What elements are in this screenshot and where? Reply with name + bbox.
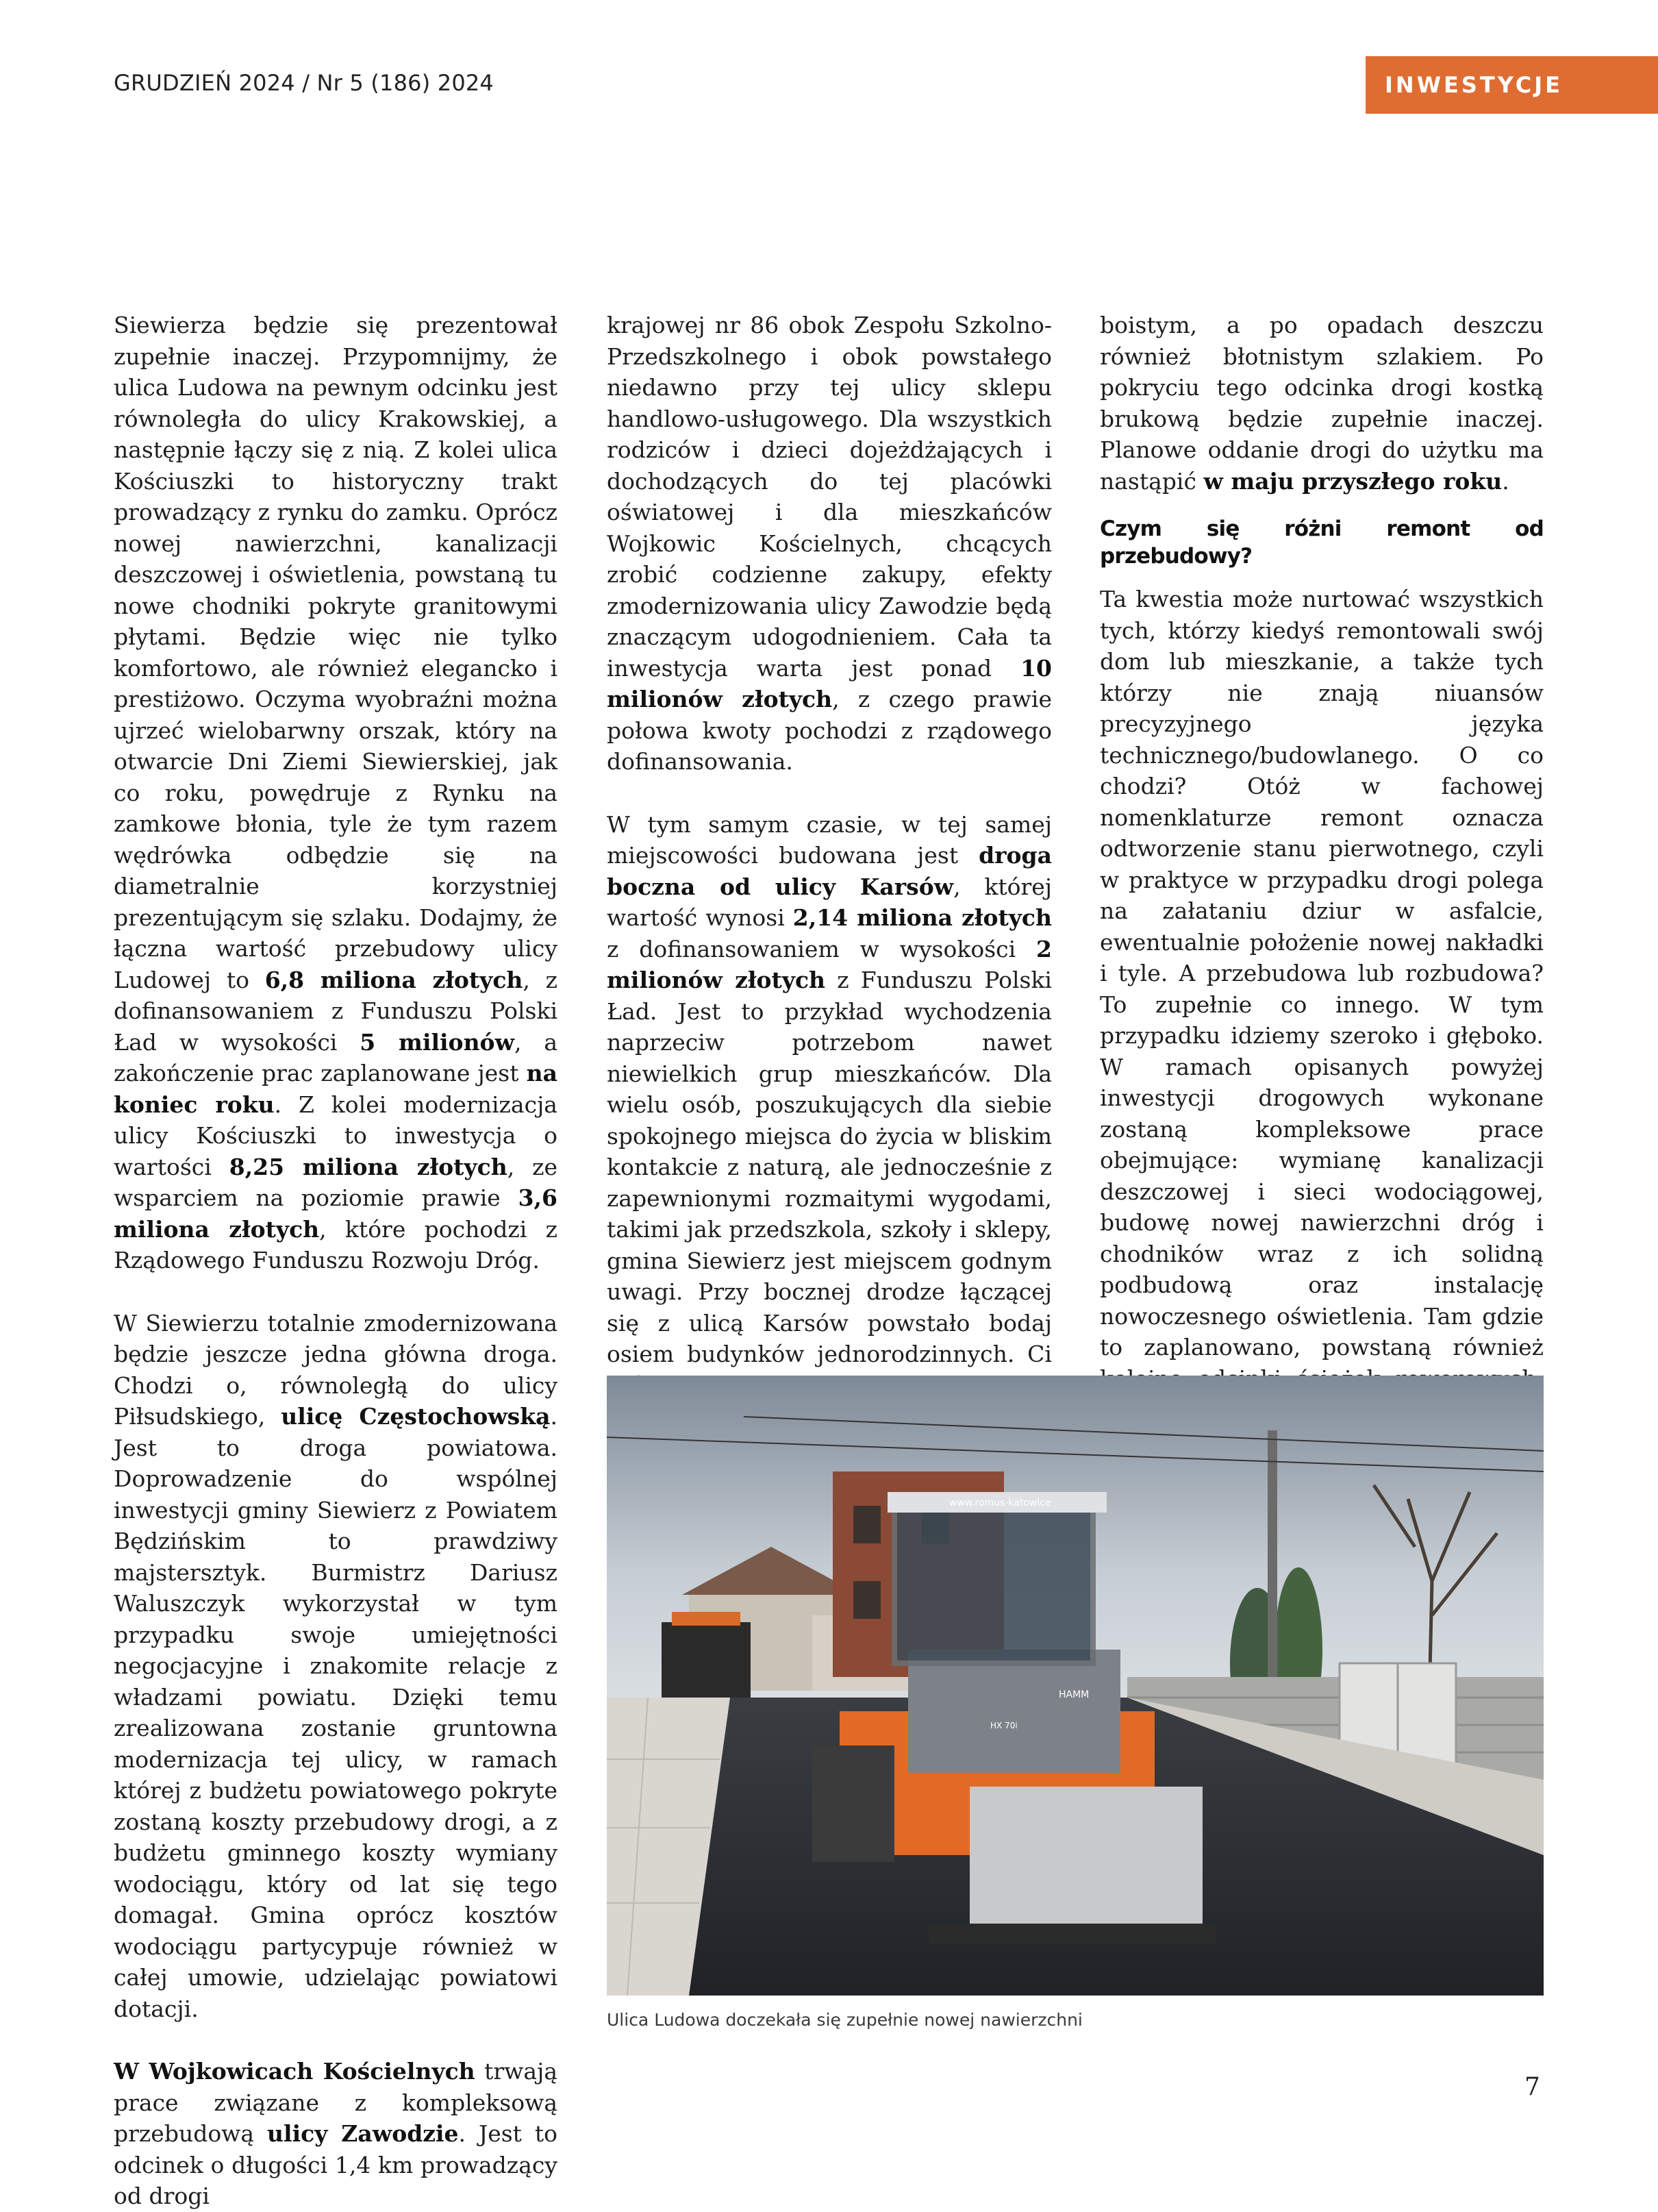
bold-phrase: 6,8 miliona złotych bbox=[264, 966, 523, 993]
bold-phrase: 8,25 miliona złotych bbox=[229, 1153, 507, 1180]
bold-phrase: W Wojkowicach Kościelnych bbox=[114, 2058, 475, 2085]
paragraph: Siewierza będzie się prezentował zupełnie inaczej. Przypomnijmy, że ulica Ludowa na pewnym odcinku jest równoległa do ulicy Krakowskiej, a następnie łączy się z nią. Z kolei ulica Kościuszki to historyczny trakt prowadzący z rynku do zamku. Oprócz nowej nawierzchni, kanalizacji deszczowej i oświetlenia, powstaną tu nowe chodniki pokryte granitowymi płytami. Będzie więc nie tylko komfortowo, ale również elegancko i prestiżowo. Oczyma wyobraźni można ujrzeć wielobarwny orszak, który na otwarcie Dni Ziemi Siewierskiej, jak co roku, powędruje z Rynku na zamkowe błonia, tyle że tym razem wędrówka odbędzie się na diametralnie korzystniej prezentującym się szlaku. Dodajmy, że łączna wartość przebudowy ulicy Ludowej to 6,8 miliona złotych, z dofinansowaniem z Funduszu Polski Ład w wysokości 5 milionów, a zakończenie prac zaplanowane jest na koniec roku. Z kolei modernizacja ulicy Kościuszki to inwestycja o wartości 8,25 miliona złotych, ze wsparciem na poziomie prawie 3,6 miliona złotych, które pochodzi z Rządowego Funduszu Rozwoju Dróg. bbox=[114, 312, 558, 1273]
paragraph: Ta kwestia może nurtować wszystkich tych, którzy kiedyś remontowali swój dom lub mieszkanie, a także tych którzy nie znają niuansów precyzyjnego języka technicznego/budowlanego. O co chodzi? Otóż w fachowej nomenklaturze remont oznacza odtworzenie stanu pierwotnego, czyli w praktyce w przypadku drogi polega na załataniu dziur w asfalcie, ewentualnie położenie nowej nakładki i tyle. A przebudowa lub rozbudowa? To zupełnie co innego. W tym przypadku idziemy szeroko i głęboko. W ramach opisanych powyżej inwestycji drogowych wykonane zostaną kompleksowe prace obejmujące: wymianę kanalizacji deszczowej i sieci wodociągowej, budowę nowej nawierzchni dróg i chodników wraz z ich solidną podbudową oraz instalację nowoczesnego oświetlenia. Tam gdzie to zaplanowano, powstaną również bbox=[1100, 586, 1544, 1360]
subheading: Czym się różni remont od przebudowy? bbox=[1100, 517, 1544, 569]
roller-drum bbox=[970, 1787, 1203, 1924]
article-column-1 bbox=[114, 310, 557, 2212]
paver bbox=[662, 1622, 751, 1698]
bold-phrase: 10 milionów złotych bbox=[607, 654, 1052, 712]
roller-brand: HAMM bbox=[1059, 1689, 1090, 1700]
issue-info: GRUDZIEŃ 2024 / Nr 5 (186) 2024 bbox=[114, 70, 494, 96]
bold-phrase: 3,6 miliona złotych bbox=[114, 1184, 557, 1243]
bold-phrase: 5 milionów bbox=[360, 1028, 514, 1056]
paragraph: krajowej nr 86 obok Zespołu Szkolno-Przedszkolnego i obok powstałego niedawno przy tej ulicy sklepu handlowo-usługowego. Dla wszystkich rodziców i dzieci dojeżdżających i dochodzących do tej placówki oświatowej i dla mieszkańców Wojkowic Kościelnych, chcących zrobić codzienne zakupy, efekty zmodernizowania ulicy Zawodzie będą znaczącym udogodnieniem. Cała ta inwestycja warta jest ponad 10 milionów złotych, z czego prawie połowa kwoty pochodzi z rządowego dofinansowania. bbox=[607, 312, 1053, 775]
bold-phrase: w maju przyszłego roku bbox=[1203, 467, 1503, 495]
paragraph: W Wojkowicach Kościelnych trwają prace związane z kompleksową przebudową ulicy Zawodzie. Jest to odcinek o długości 1,4 km prowadzący od drogi bbox=[114, 2058, 558, 2209]
bold-phrase: 2,14 miliona złotych bbox=[792, 904, 1052, 931]
bold-phrase: 2 milionów złotych bbox=[607, 935, 1052, 993]
section-tag: INWESTYCJE bbox=[1366, 56, 1658, 114]
bold-phrase: ulicy Zawodzie bbox=[267, 2120, 459, 2147]
photo-caption: Ulica Ludowa doczekała się zupełnie nowej nawierzchni bbox=[607, 2010, 1083, 2030]
roller-model: HX 70i bbox=[990, 1721, 1018, 1730]
page-number: 7 bbox=[1524, 2073, 1540, 2101]
bold-phrase: na koniec roku bbox=[114, 1060, 557, 1118]
bold-phrase: ulicę Częstochowską bbox=[281, 1403, 551, 1430]
paragraph: W tym samym czasie, w tej samej miejscowości budowana jest droga boczna od ulicy Karsów, której wartość wynosi 2,14 miliona złotych z dofinansowaniem w wysokości 2 milionów złotych z Funduszu Polski Ład. Jest to przykład wychodzenia naprzeciw potrzebom nawet niewielkich grup mieszkańców. Dla wielu osób, poszukujących dla siebie spokojnego miejsca do życia w bliskim kontakcie z naturą, ale jednocześnie z zapewnionymi rozmaitymi wygodami, takimi jak przedszkola, szkoły i sklepy, gmina Siewierz jest miejscem godnym uwagi. Przy bocznej drodze łączącej się z ulicą Karsów powstało bodaj osiem budynków jednorodzinnych. Ci bbox=[607, 810, 1052, 1367]
bold-phrase: droga boczna od ulicy Karsów bbox=[607, 842, 1052, 900]
article-column-2 bbox=[607, 310, 1052, 1432]
paragraph: boistym, a po opadach deszczu również błotnistym szlakiem. Po pokryciu tego odcinka drogi kostką brukową będzie zupełnie inaczej. Planowe oddanie drogi do użytku ma nastąpić w maju przyszłego roku. bbox=[1100, 312, 1544, 495]
article-photo bbox=[607, 1376, 1544, 1996]
roller-sign: www.romus-katowice bbox=[949, 1498, 1051, 1508]
article-column-3 bbox=[1100, 310, 1544, 1456]
paragraph: W Siewierzu totalnie zmodernizowana będzie jeszcze jedna główna droga. Chodzi o, równoległą do ulicy Piłsudskiego, ulicę Częstochowską. Jest to droga powiatowa. Doprowadzenie do wspólnej inwestycji gminy Siewierz z Powiatem Będzińskim to prawdziwy majstersztyk. Burmistrz Dariusz Waluszczyk wykorzystał w tym przypadku swoje umiejętności negocjacyjne i znakomite relacje z władzami powiatu. Dzięki temu zrealizowana zostanie gruntowna modernizacja tej ulicy, w ramach której z budżetu powiatowego pokryte zostaną koszty przebudowy drogi, a z budżetu gminnego koszty wymiany wodociągu, który od lat się tego domagał. Gmina oprócz kosztów wodociągu partycypuje również w całej umowie, udzielając powiatowi dotacji. bbox=[114, 1309, 557, 2022]
